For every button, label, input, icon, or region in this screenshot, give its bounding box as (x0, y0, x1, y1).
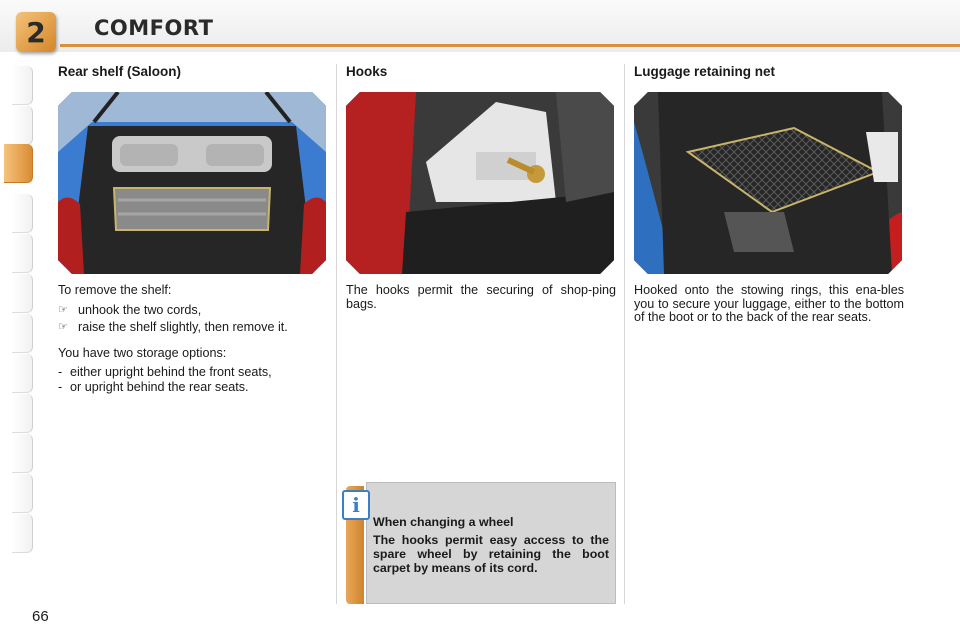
hooks-description: The hooks permit the securing of shop-ping bags. (346, 283, 616, 311)
chapter-number-badge (16, 12, 56, 52)
chapter-tabs (0, 66, 34, 574)
list-item: ☞ unhook the two cords, (58, 302, 202, 317)
section-title: Luggage retaining net (634, 64, 776, 79)
chapter-tab[interactable] (12, 234, 33, 273)
chapter-tab[interactable] (12, 394, 33, 433)
chapter-tab[interactable] (12, 434, 33, 473)
chapter-tab[interactable] (12, 106, 33, 145)
rear-shelf-section (58, 60, 328, 395)
list-item: - or upright behind the rear seats. (58, 379, 249, 394)
luggage-net-section (634, 60, 904, 331)
header-rule (60, 44, 960, 47)
hooks-section (346, 60, 616, 317)
chapter-tab[interactable] (12, 514, 33, 553)
options-intro: You have two storage options: (58, 345, 227, 360)
chapter-title: COMFORT (94, 16, 214, 40)
pointer-icon: ☞ (58, 303, 68, 316)
chapter-number: 2 (26, 15, 46, 49)
pointer-icon: ☞ (58, 321, 68, 333)
chapter-tab[interactable] (12, 194, 33, 233)
list-item: - either upright behind the front seats, (58, 365, 272, 379)
info-title: When changing a wheel (373, 515, 514, 529)
rear-shelf-photo (58, 92, 326, 274)
hooks-photo (346, 92, 614, 274)
chapter-tab[interactable] (12, 314, 33, 353)
chapter-tab-active[interactable] (4, 144, 33, 183)
info-box (346, 478, 616, 604)
list-item: ☞ raise the shelf slightly, then remove it. (58, 320, 288, 334)
column-divider (624, 64, 625, 604)
chapter-tab[interactable] (12, 474, 33, 513)
shelf-intro: To remove the shelf: (58, 283, 172, 297)
info-icon: i (342, 490, 370, 520)
column-divider (336, 64, 337, 604)
luggage-net-photo (634, 92, 902, 274)
chapter-tab[interactable] (12, 66, 33, 105)
info-text: The hooks permit easy access to the spare wheel by retaining the boot carpet by means of its cord. (373, 533, 609, 575)
section-title: Hooks (346, 64, 388, 79)
info-panel (366, 482, 616, 604)
chapter-tab[interactable] (12, 354, 33, 393)
page-number: 66 (32, 608, 49, 625)
section-title: Rear shelf (Saloon) (58, 64, 182, 79)
luggage-net-description: Hooked onto the stowing rings, this ena-bles you to secure your luggage, either to the bottom of the boot or to the back of the rear seats. (634, 283, 904, 324)
chapter-tab[interactable] (12, 274, 33, 313)
